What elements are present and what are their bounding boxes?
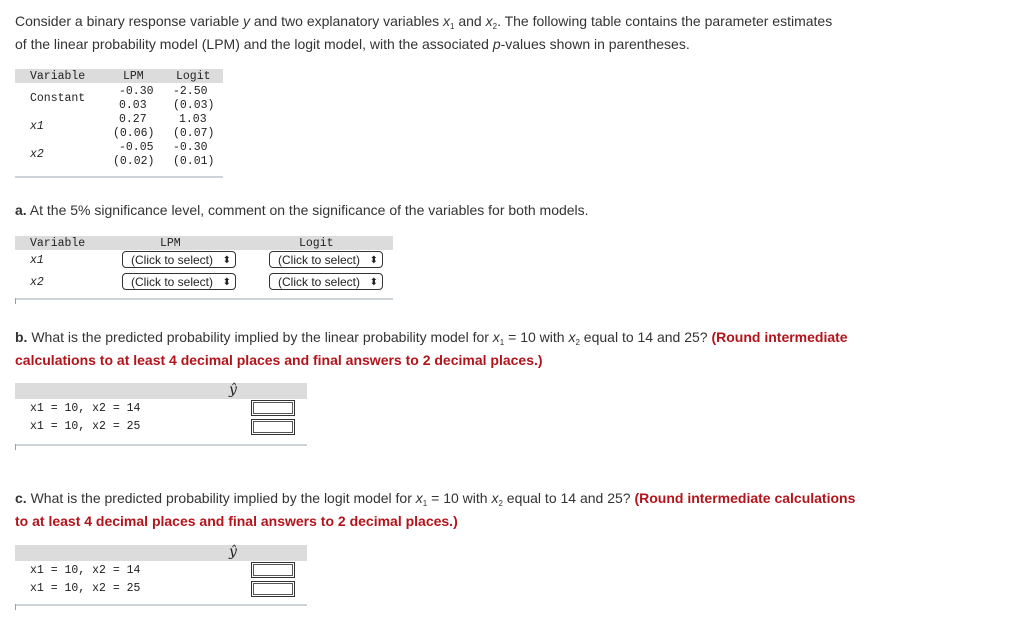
table-divider — [15, 176, 223, 178]
table-divider-tick — [15, 298, 16, 304]
table-cell: (0.07) — [173, 127, 215, 140]
lpm-prediction-table — [15, 383, 307, 453]
table-cell: -2.50 — [173, 85, 208, 98]
table-cell: (0.02) — [113, 155, 155, 168]
table-divider — [15, 444, 307, 446]
question-c: c. What is the predicted probability implied by the logit model for $x_1 = 10$ with $x_2$ equal to 14 and 25? (Round intermediate calculations to at least 4 decimal places and final answers to 2 decimal places.) — [15, 490, 856, 529]
table-row: x1 = 10, x2 = 14 — [30, 402, 141, 415]
table-row: x1 = 10, x2 = 25 — [30, 420, 141, 433]
row-label-x2: x2 — [30, 276, 44, 289]
row-label-x1: x1 — [30, 254, 44, 267]
logit-x1-select[interactable]: (Click to select) ⬍ — [269, 251, 383, 268]
yhat-input-x2-25[interactable] — [251, 581, 295, 597]
col-header-lpm: LPM — [123, 70, 144, 83]
col-header-variable: Variable — [30, 70, 86, 83]
col-header-logit: Logit — [176, 70, 211, 83]
col-header-variable: Variable — [30, 237, 86, 250]
row-label-constant: Constant — [30, 92, 86, 105]
table-cell: 0.03 — [119, 99, 147, 112]
logit-prediction-table — [15, 545, 307, 615]
table-divider — [15, 298, 393, 300]
significance-table — [15, 236, 393, 306]
table-divider-tick — [15, 444, 16, 450]
table-cell: -0.05 — [119, 141, 154, 154]
updown-icon: ⬍ — [222, 277, 231, 288]
lpm-x2-select[interactable]: (Click to select) ⬍ — [122, 273, 236, 290]
question-b: b. What is the predicted probability implied by the linear probability model for $x_1 = 10$ with $x_2$ equal to 14 and 25? (Round intermediate calculations to at least 4 decimal places and final answers to 2 decimal places.) — [15, 329, 848, 368]
logit-x2-select[interactable]: (Click to select) ⬍ — [269, 273, 383, 290]
row-label-x1: x1 — [30, 120, 44, 133]
table-cell: 0.27 — [119, 113, 147, 126]
table-cell: -0.30 — [173, 141, 208, 154]
intro-paragraph: Consider a binary response variable y and two explanatory variables $x_1$ and $x_2$. The following table contains the parameter estimates of the linear probability model (LPM) and the logit model, with the associated p-values shown in parentheses. — [15, 13, 833, 52]
row-label-x2: x2 — [30, 148, 44, 161]
question-a: a. At the 5% significance level, comment on the significance of the variables for both models. — [15, 202, 589, 218]
table-cell: (0.03) — [173, 99, 215, 112]
table-cell: 1.03 — [179, 113, 207, 126]
table-row: x1 = 10, x2 = 25 — [30, 582, 141, 595]
table-divider — [15, 604, 307, 606]
lpm-x1-select[interactable]: (Click to select) ⬍ — [122, 251, 236, 268]
col-header-lpm: LPM — [160, 237, 181, 250]
col-header-logit: Logit — [299, 237, 334, 250]
table-cell: (0.06) — [113, 127, 155, 140]
table-cell: -0.30 — [119, 85, 154, 98]
yhat-input-x2-14[interactable] — [251, 400, 295, 416]
estimates-table — [15, 69, 223, 179]
updown-icon: ⬍ — [369, 255, 378, 266]
table-cell: (0.01) — [173, 155, 215, 168]
table-row: x1 = 10, x2 = 14 — [30, 564, 141, 577]
yhat-header: ŷ — [229, 382, 237, 398]
table-divider-tick — [15, 604, 16, 610]
yhat-header: ŷ — [229, 544, 237, 560]
yhat-input-x2-25[interactable] — [251, 419, 295, 435]
yhat-input-x2-14[interactable] — [251, 562, 295, 578]
updown-icon: ⬍ — [369, 277, 378, 288]
updown-icon: ⬍ — [222, 255, 231, 266]
